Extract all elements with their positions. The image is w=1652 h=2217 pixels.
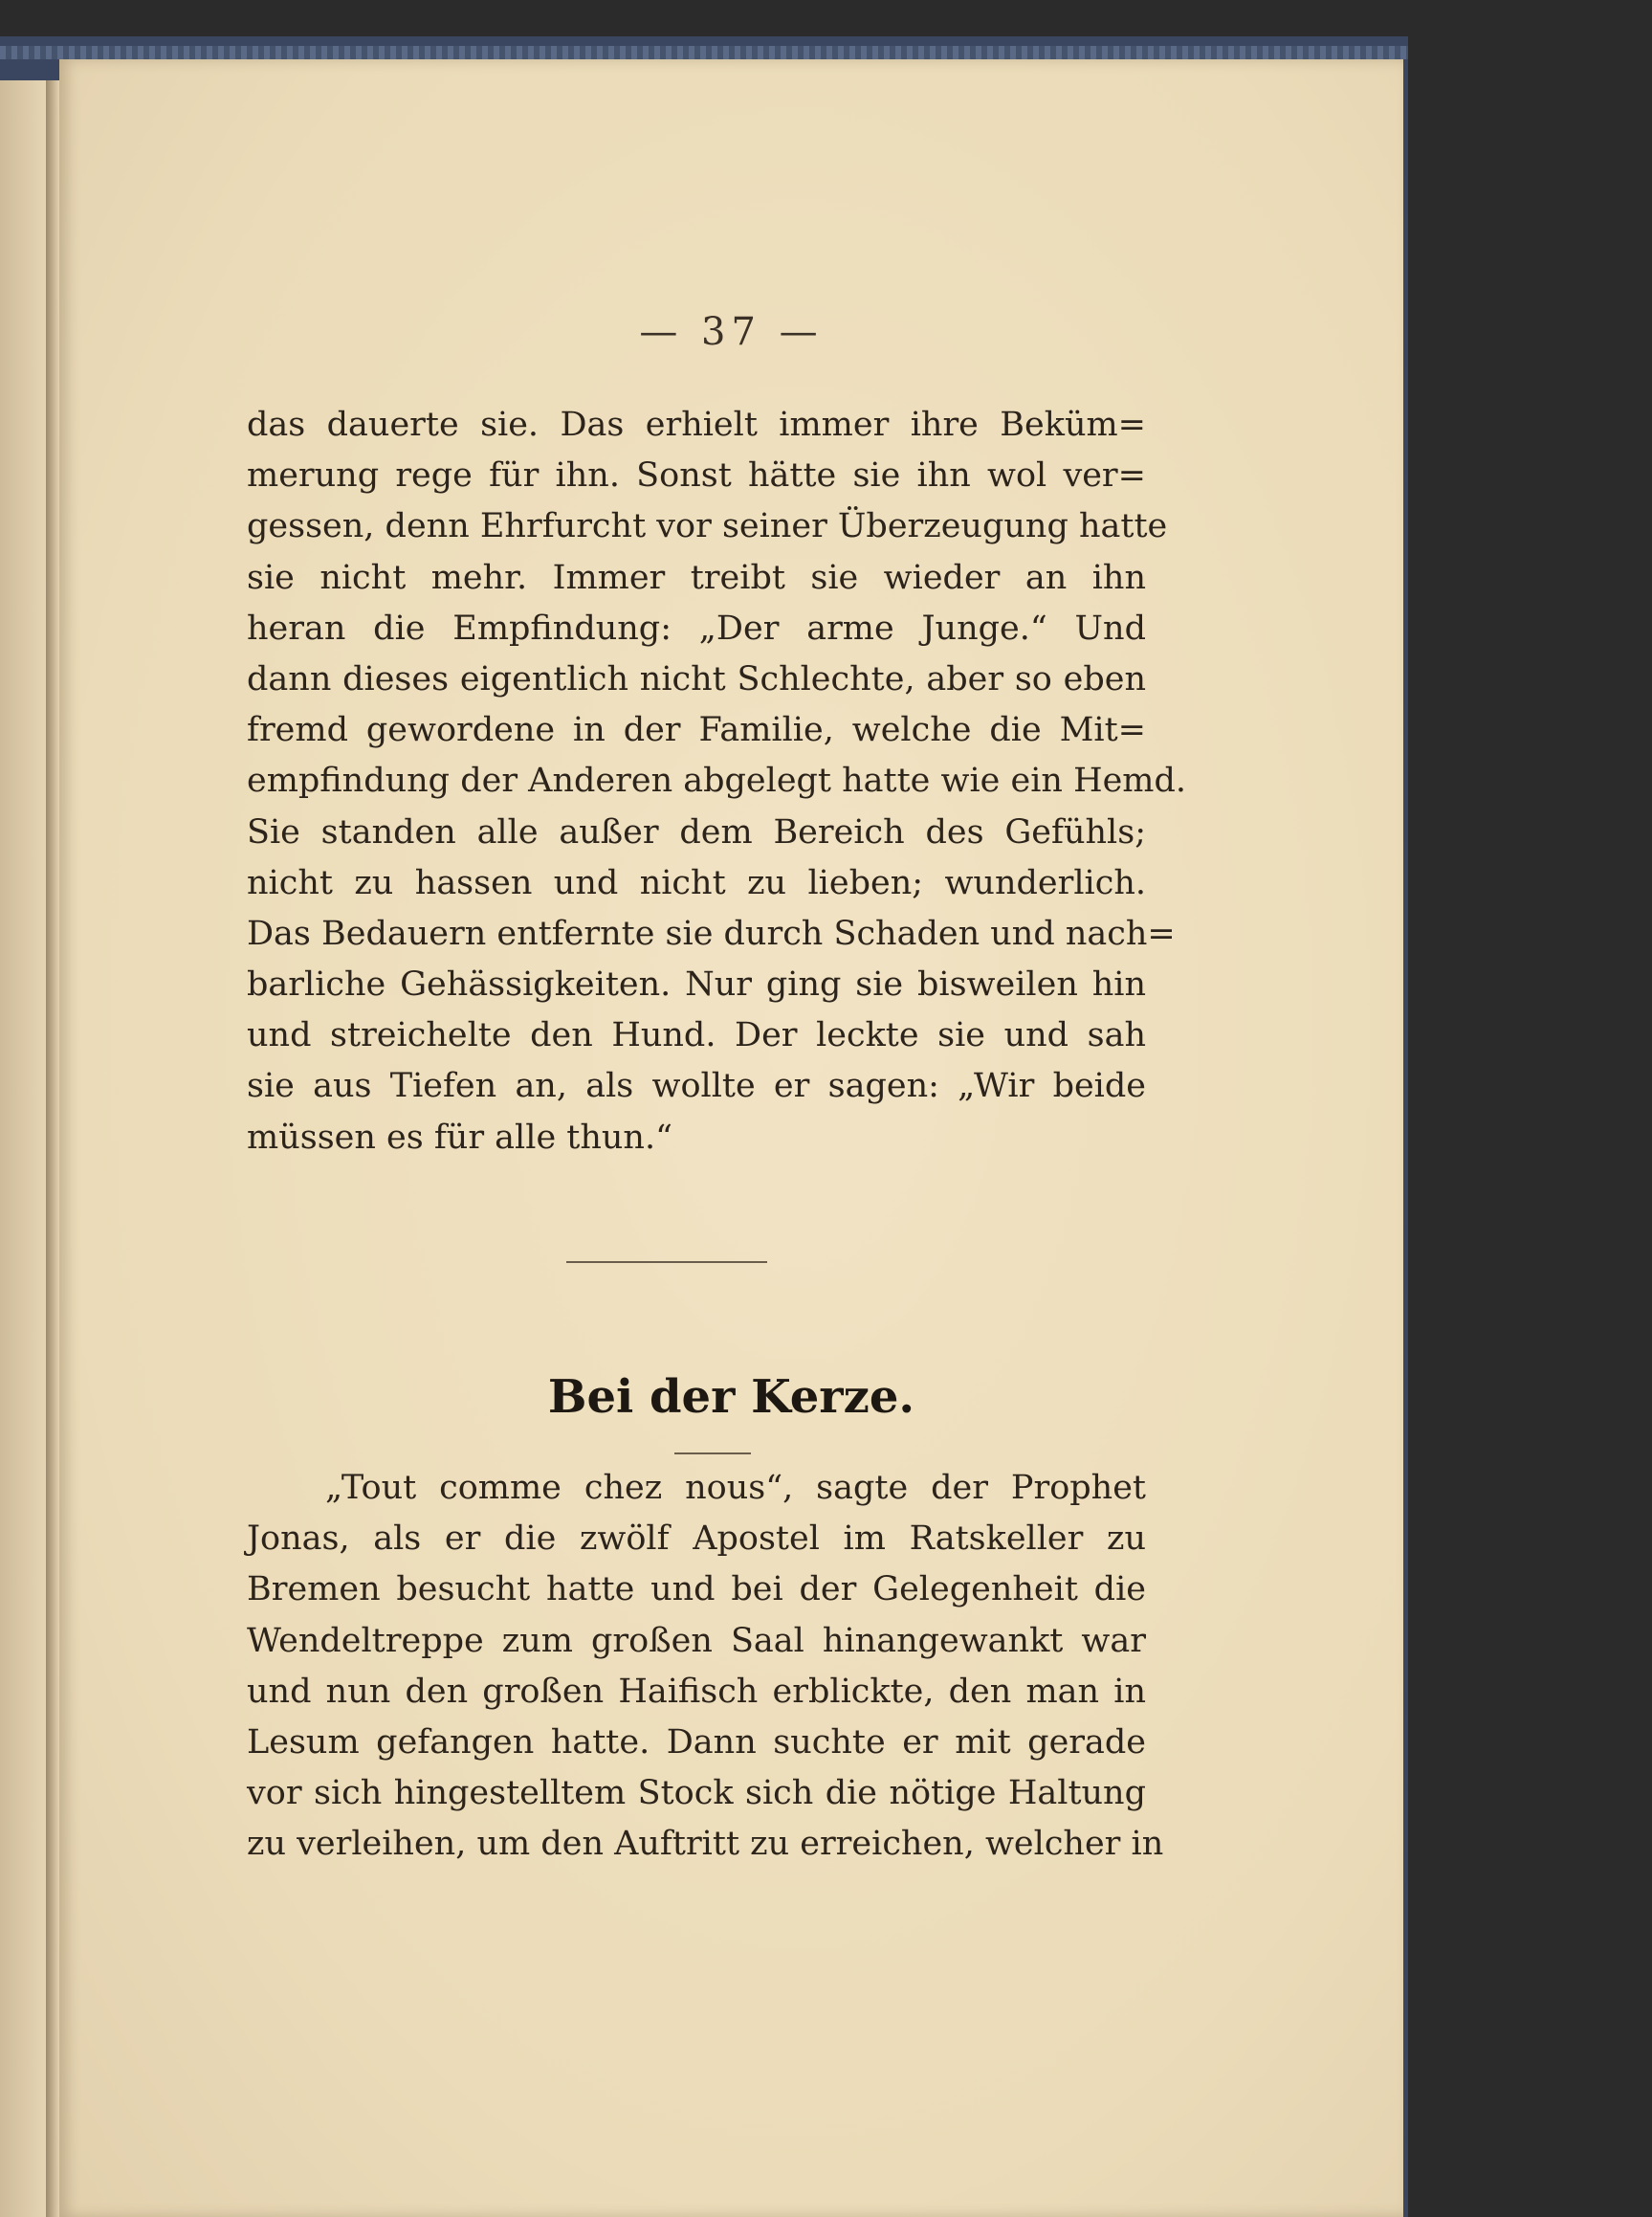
text-line: merung rege für ihn. Sonst hätte sie ihn wol ver= <box>247 456 1146 496</box>
text-line: und streichelte den Hund. Der leckte sie und sah <box>247 1016 1146 1055</box>
text-line: sie aus Tiefen an, als wollte er sagen: „Wir beide <box>247 1067 1146 1106</box>
page-number: — 37 — <box>639 310 824 354</box>
text-line: gessen, denn Ehrfurcht vor seiner Überzeugung hatte <box>247 507 1168 546</box>
heading-underline <box>674 1452 751 1454</box>
text-line: sie nicht mehr. Immer treibt sie wieder an ihn <box>247 558 1146 597</box>
paragraph-1 <box>247 400 1187 1164</box>
text-line: zu verleihen, um den Auftritt zu erreichen, welcher in <box>247 1825 1164 1864</box>
text-line: nicht zu hassen und nicht zu lieben; wunderlich. <box>247 863 1146 902</box>
text-line: Bremen besucht hatte und bei der Gelegenheit die <box>247 1570 1146 1609</box>
book-cover-edge <box>0 46 1408 59</box>
text-line: barliche Gehässigkeiten. Nur ging sie bisweilen hin <box>247 965 1146 1005</box>
text-line: Sie standen alle außer dem Bereich des Gefühls; <box>247 812 1146 852</box>
text-line: empfindung der Anderen abgelegt hatte wie ein Hemd. <box>247 762 1187 801</box>
text-line: das dauerte sie. Das erhielt immer ihre Beküm= <box>247 406 1146 444</box>
paragraph-2 <box>247 1463 1164 1871</box>
text-line: Lesum gefangen hatte. Dann suchte er mit gerade <box>247 1722 1146 1762</box>
text-line: vor sich hingestelltem Stock sich die nötige Haltung <box>247 1774 1146 1813</box>
text-line: Jonas, als er die zwölf Apostel im Ratskeller zu <box>247 1519 1146 1559</box>
text-line: müssen es für alle thun.“ <box>247 1118 672 1157</box>
text-line: Das Bedauern entfernte sie durch Schaden und nach= <box>247 914 1176 953</box>
text-line: heran die Empfindung: „Der arme Junge.“ Und <box>247 609 1146 648</box>
text-line: dann dieses eigentlich nicht Schlechte, aber so eben <box>247 659 1146 698</box>
text-line: „Tout comme chez nous“, sagte der Prophet <box>325 1469 1146 1507</box>
left-page-edge <box>0 80 46 2217</box>
section-separator <box>566 1261 767 1263</box>
book-gutter <box>46 80 59 2217</box>
text-line: fremd gewordene in der Familie, welche die Mit= <box>247 711 1146 750</box>
section-heading: Bei der Kerze. <box>547 1370 915 1424</box>
book-page <box>59 59 1403 2217</box>
text-line: Wendeltreppe zum großen Saal hinangewankt war <box>247 1621 1146 1660</box>
text-line: und nun den großen Haifisch erblickte, den man in <box>247 1672 1146 1711</box>
